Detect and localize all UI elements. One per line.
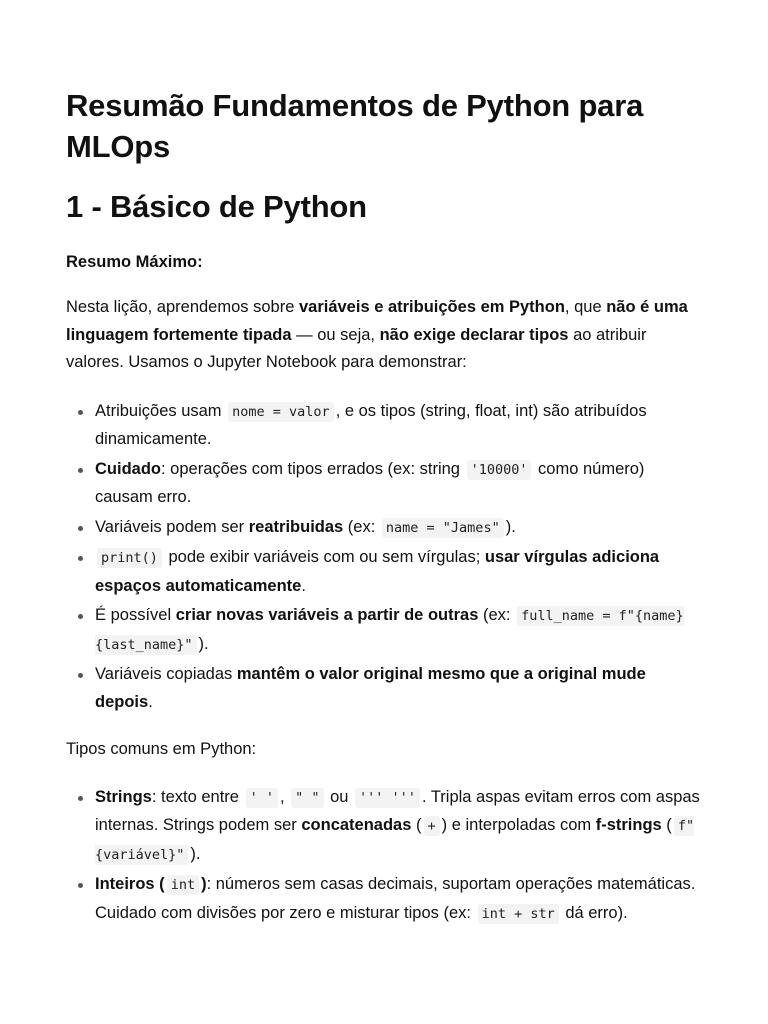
- inline-code: " ": [291, 788, 323, 808]
- inline-code: ''' ''': [355, 788, 420, 808]
- list-item: É possível criar novas variáveis a partir de outras (ex: full_name = f"{name} {last_name}" ).: [95, 602, 702, 659]
- inline-code: print(): [97, 548, 162, 568]
- list-item: print() pode exibir variáveis com ou sem vírgulas; usar vírgulas adiciona espaços automaticamente.: [95, 544, 702, 600]
- section-heading: 1 - Básico de Python: [66, 189, 367, 224]
- types-intro: Tipos comuns em Python:: [66, 740, 257, 758]
- list-item: Variáveis copiadas mantêm o valor original mesmo que a original mude depois.: [95, 661, 702, 716]
- inline-code: ' ': [246, 788, 278, 808]
- types-list: [66, 784, 702, 929]
- list-item: Inteiros ( int ): números sem casas decimais, suportam operações matemáticas. Cuidado com divisões por zero e misturar tipos (ex: int + str dá erro).: [95, 871, 702, 928]
- inline-code: full_name = f"{name} {last_name}": [95, 608, 684, 653]
- summary-label: Resumo Máximo:: [66, 253, 203, 271]
- inline-code: +: [424, 816, 440, 836]
- list-item: Cuidado: operações com tipos errados (ex: string '10000' como número) causam erro.: [95, 456, 702, 512]
- intro-paragraph: Nesta lição, aprendemos sobre variáveis e atribuições em Python, que não é uma linguagem fortemente tipada — ou seja, não exige declarar tipos ao atribuir valores. Usamos o Jupyter Notebook para demonstrar:: [66, 298, 688, 371]
- inline-code: name = "James": [382, 518, 504, 538]
- list-item: Variáveis podem ser reatribuidas (ex: name = "James" ).: [95, 514, 702, 543]
- document-title: Resumão Fundamentos de Python para MLOps: [66, 88, 644, 164]
- inline-code: int + str: [478, 904, 559, 924]
- inline-code: nome = valor: [228, 402, 334, 422]
- list-item: Strings: texto entre ' ' , " " ou ''' ''' . Tripla aspas evitam erros com aspas internas. Strings podem ser concatenadas ( + ) e interpoladas com f-strings ( f"{variável}" ).: [95, 784, 702, 870]
- inline-code: int: [167, 875, 199, 895]
- basics-list: [66, 398, 702, 717]
- inline-code: '10000': [467, 460, 532, 480]
- inline-code: f"{variável}": [95, 818, 695, 863]
- list-item: Atribuições usam nome = valor , e os tipos (string, float, int) são atribuídos dinamicamente.: [95, 398, 702, 454]
